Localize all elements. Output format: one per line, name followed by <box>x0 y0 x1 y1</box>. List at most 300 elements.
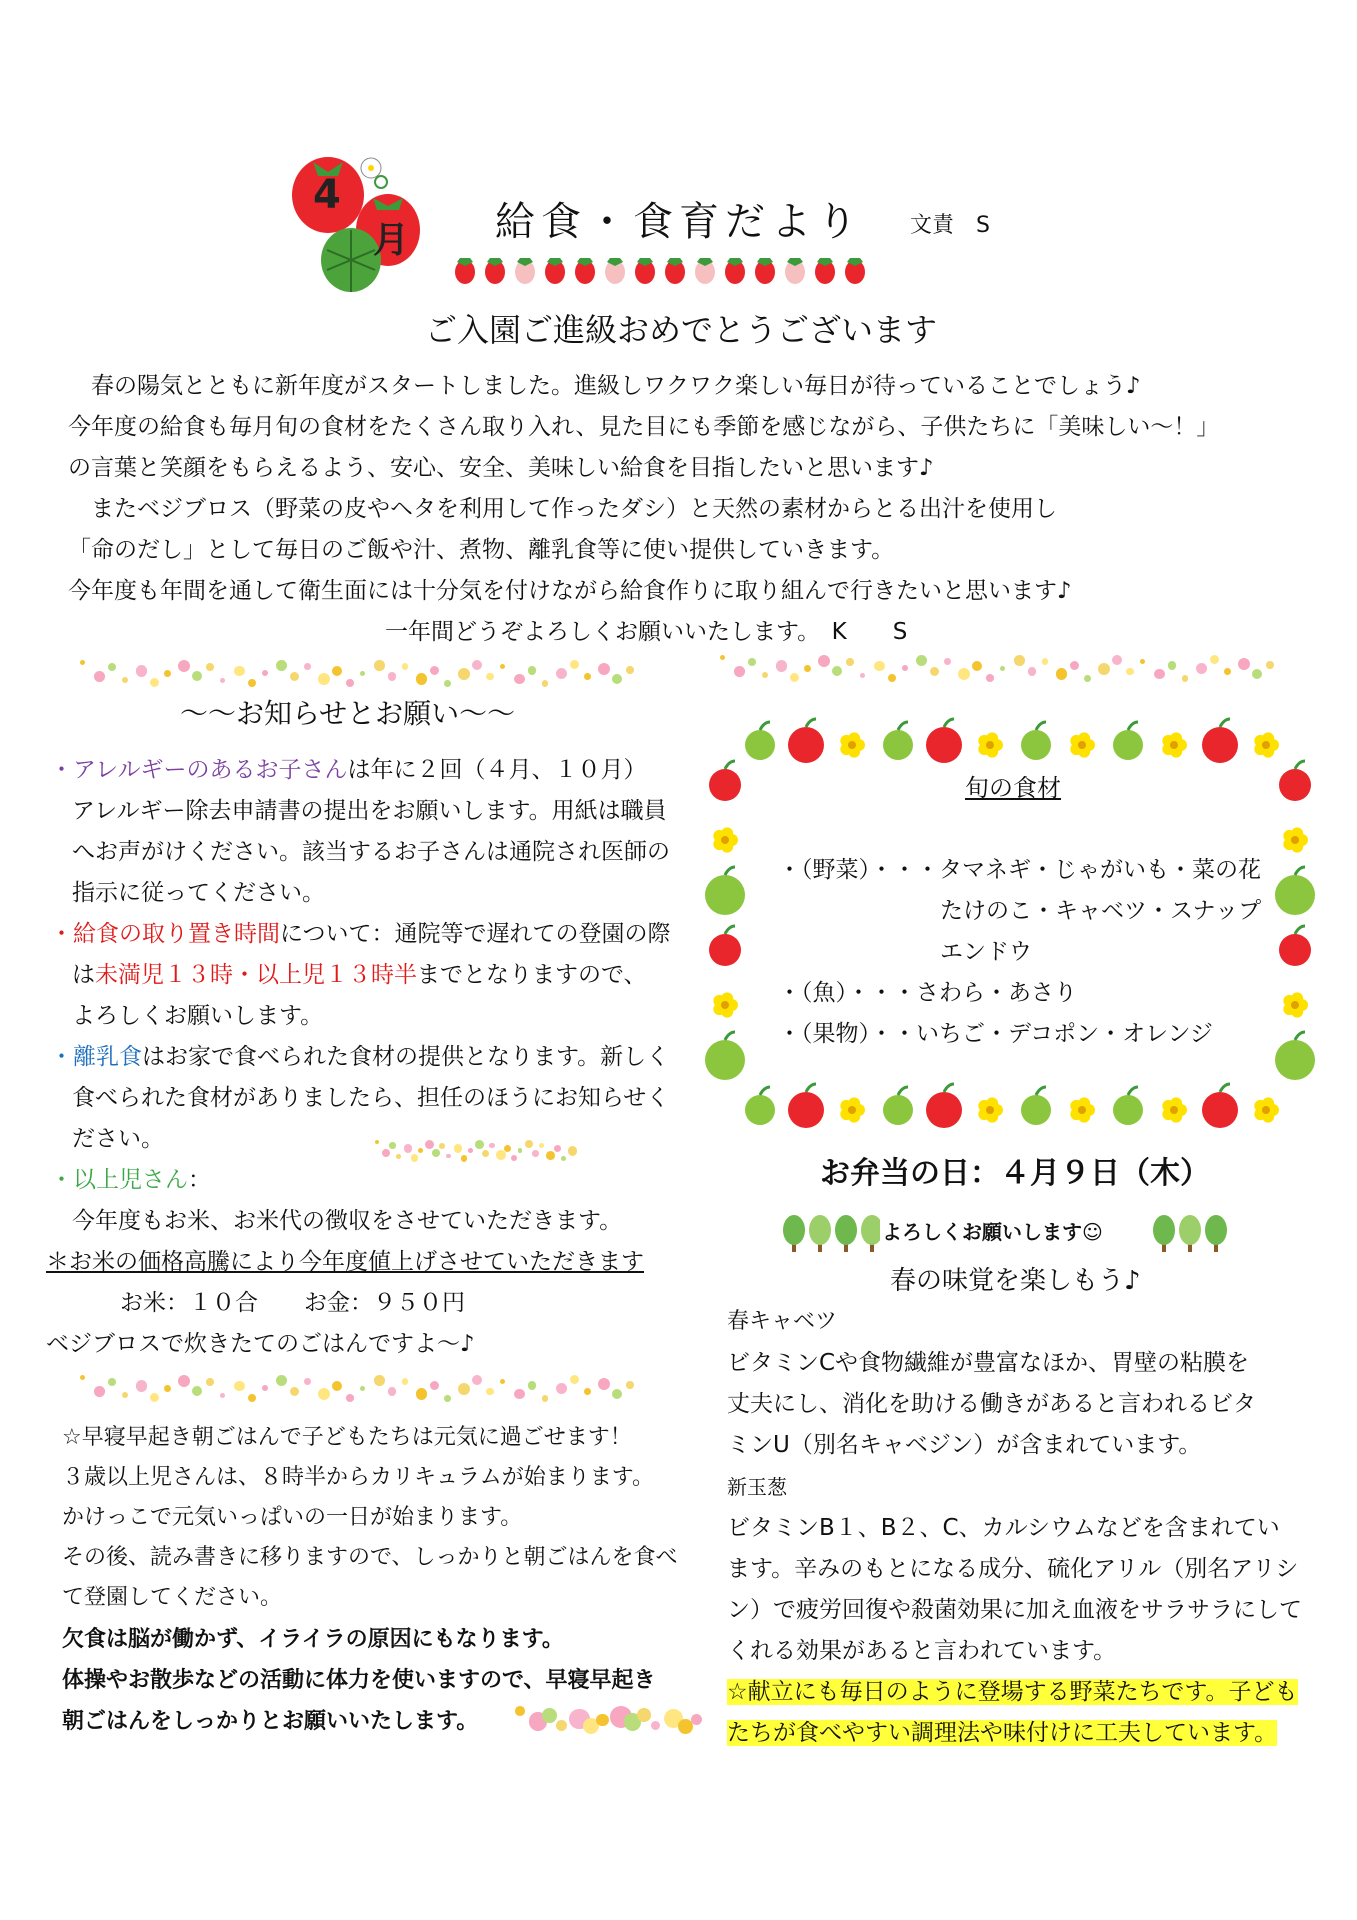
intro-signoff: 一年間どうぞよろしくお願いいたします。 K S <box>385 619 908 645</box>
confetti-dot <box>874 661 885 672</box>
sleep-line: ☆早寝早起き朝ごはんで子どもたちは元気に過ごせます！ <box>62 1425 632 1450</box>
confetti-dot <box>418 1148 423 1153</box>
apple-icon <box>1021 730 1051 760</box>
allergy-label: アレルギーのあるお子さん <box>73 757 348 783</box>
badge-month-number: 4 <box>313 172 341 218</box>
spring-line: ます。辛みのもとになる成分、硫化アリル（別名アリシ <box>727 1556 1299 1582</box>
confetti-dot <box>220 1393 225 1398</box>
allergy-line: アレルギー除去申請書の提出をお願いします。用紙は職員 <box>72 798 667 824</box>
confetti-dot <box>762 672 768 678</box>
confetti-dot <box>304 663 311 670</box>
confetti-dot <box>626 1381 634 1389</box>
seasonal-title: 旬の食材 <box>965 774 1061 802</box>
confetti-dot <box>475 1140 484 1149</box>
confetti-dot <box>80 660 85 665</box>
confetti-dot <box>596 1714 608 1726</box>
apple-stem-icon <box>760 722 770 730</box>
apple-icon <box>926 727 962 763</box>
confetti-dot <box>570 1375 579 1384</box>
confetti-dot <box>511 1155 517 1161</box>
confetti-dot <box>1000 666 1005 671</box>
confetti-dot <box>332 1381 342 1391</box>
confetti-dot <box>444 680 451 687</box>
confetti-dot <box>888 674 896 682</box>
confetti-dot <box>332 666 342 676</box>
confetti-dot <box>396 1154 401 1159</box>
intro-line: 「命のだし」として毎日のご飯や汁、煮物、離乳食等に使い提供していきます。 <box>68 537 895 563</box>
babyfood-line: ださい。 <box>72 1126 164 1152</box>
confetti-dot <box>262 1385 268 1391</box>
confetti-dot <box>136 1380 147 1391</box>
confetti-dot <box>958 668 970 680</box>
spring-line: くれる効果があると言われています。 <box>727 1638 1117 1664</box>
confetti-dot <box>972 661 982 671</box>
confetti-dot <box>425 1140 434 1149</box>
confetti-dot <box>539 1143 544 1148</box>
subtitle: ご入園ご進級おめでとうございます <box>425 311 938 349</box>
apple-stem-icon <box>1036 722 1046 730</box>
confetti-dot <box>1266 661 1274 669</box>
confetti-dot <box>930 667 939 676</box>
confetti-dot <box>220 678 225 683</box>
older-line: 今年度もお米、お米代の徴収をさせていただきます。 <box>72 1208 623 1234</box>
flower-center-icon <box>848 741 856 749</box>
confetti-dot <box>360 1386 365 1391</box>
dot-divider-small <box>375 1140 585 1164</box>
bullet: ・ <box>50 921 73 947</box>
apple-icon <box>1275 875 1315 915</box>
confetti-dot <box>458 1383 470 1395</box>
confetti-dot <box>388 1387 396 1395</box>
confetti-dot <box>944 658 951 665</box>
confetti-dot <box>360 671 365 676</box>
confetti-dot <box>748 658 756 666</box>
confetti-dot <box>206 663 214 671</box>
seasonal-item: ・（果物）・・いちご・デコポン・オレンジ <box>778 1021 1213 1047</box>
apple-stem-icon <box>1295 1032 1305 1040</box>
confetti-dot <box>832 666 842 676</box>
confetti-dot <box>80 1375 85 1380</box>
confetti-dot <box>402 663 408 669</box>
confetti-dot <box>528 666 536 674</box>
confetti-dot <box>532 1150 539 1157</box>
apple-icon <box>1279 934 1311 966</box>
sleep-warning: 体操やお散歩などの活動に体力を使いますので、早寝早起き <box>62 1668 656 1693</box>
bullet: ・ <box>50 757 73 783</box>
tree-icon <box>809 1215 831 1245</box>
flower-center-icon <box>1291 1001 1299 1009</box>
apple-icon <box>926 1092 962 1128</box>
confetti-dot <box>248 679 256 687</box>
confetti-dot <box>178 1375 190 1387</box>
spring-item-name: 春キャベツ <box>727 1309 838 1334</box>
apple-stem-icon <box>725 926 735 934</box>
older-label: 以上児さん <box>73 1167 188 1193</box>
spring-line: ビタミンCや食物繊維が豊富なほか、胃壁の粘膜を <box>727 1350 1250 1376</box>
confetti-dot <box>846 658 854 666</box>
tree-icon <box>861 1215 880 1245</box>
confetti-dot <box>1238 658 1250 670</box>
confetti-dot <box>651 1721 661 1731</box>
confetti-dot <box>556 668 567 679</box>
confetti-dot <box>164 670 171 677</box>
confetti-dot <box>382 1149 390 1157</box>
sleep-line: ３歳以上児さんは、８時半からカリキュラムが始まります。 <box>62 1465 655 1490</box>
strawberry-icon <box>283 150 433 300</box>
confetti-dot <box>192 671 202 681</box>
apple-stem-icon <box>760 1087 770 1095</box>
babyfood-line: 食べられた食材がありましたら、担任のほうにお知らせく <box>72 1085 670 1111</box>
apple-icon <box>883 730 913 760</box>
hold-label: 給食の取り置き時間 <box>73 921 280 947</box>
confetti-dot <box>542 1395 548 1401</box>
confetti-dot <box>304 1378 311 1385</box>
apple-stem-icon <box>1295 926 1305 934</box>
confetti-dot <box>388 672 396 680</box>
allergy-text: は年に２回（４月、１０月） <box>347 757 647 783</box>
apple-icon <box>1202 1092 1238 1128</box>
apple-stem-icon <box>1128 1087 1138 1095</box>
confetti-dot <box>570 660 579 669</box>
apple-icon <box>705 875 745 915</box>
confetti-dot <box>446 1154 450 1158</box>
hold-line: よろしくお願いします。 <box>72 1003 324 1029</box>
apple-icon <box>788 727 824 763</box>
sleep-line: かけっこで元気いっぱいの一日が始まります。 <box>62 1505 523 1530</box>
tree-row-right <box>1150 1208 1240 1258</box>
confetti-dot <box>164 1385 171 1392</box>
confetti-dot <box>262 670 268 676</box>
confetti-dot <box>584 1388 591 1395</box>
confetti-dot <box>561 1156 566 1161</box>
confetti-dot <box>404 1144 413 1153</box>
confetti-dot <box>500 664 505 669</box>
confetti-dot <box>902 665 908 671</box>
confetti-dot <box>790 673 799 682</box>
confetti-dot <box>468 1148 473 1153</box>
confetti-dot <box>500 1379 505 1384</box>
confetti-dot <box>1182 675 1188 681</box>
confetti-dot <box>804 665 811 672</box>
confetti-dot <box>637 1708 651 1722</box>
apple-icon <box>1202 727 1238 763</box>
apple-stem-icon <box>1295 867 1305 875</box>
spring-line: ビタミンB１、B２、C、カルシウムなどを含まれてい <box>727 1515 1280 1541</box>
confetti-dot <box>1014 655 1025 666</box>
confetti-dot <box>1056 668 1067 679</box>
older-colon: ： <box>188 1167 211 1193</box>
confetti-dot <box>461 1155 468 1162</box>
confetti-dot <box>318 1388 330 1400</box>
confetti-dot <box>136 665 147 676</box>
confetti-dot <box>482 1150 489 1157</box>
strawberry-garland <box>450 250 880 290</box>
apple-icon <box>883 1095 913 1125</box>
confetti-dot <box>818 655 830 667</box>
intro-line: 春の陽気とともに新年度がスタートしました。進級しワクワク楽しい毎日が待っていることでしょう♪ <box>68 373 1141 399</box>
seasonal-item: たけのこ・キャベツ・スナップ <box>940 898 1262 924</box>
sleep-line: その後、読み書きに移りますので、しっかりと朝ごはんを食べ <box>62 1545 678 1570</box>
confetti-dot <box>528 1381 536 1389</box>
confetti-dot <box>234 1381 245 1392</box>
confetti-dot <box>150 1393 159 1402</box>
apple-icon <box>1279 769 1311 801</box>
flower-center-icon <box>1170 741 1178 749</box>
apple-icon <box>709 769 741 801</box>
month-badge <box>283 150 433 300</box>
hold-times: 未満児１３時・以上児１３時半 <box>95 962 417 988</box>
babyfood-notice <box>50 1037 669 1077</box>
apple-stem-icon <box>725 1032 735 1040</box>
confetti-dot <box>1252 669 1262 679</box>
price-notice: ＊お米の価格高騰により今年度値上げさせていただきます <box>46 1249 644 1275</box>
confetti-dot <box>525 1140 533 1148</box>
apple-stem-icon <box>1220 1084 1230 1092</box>
allergy-notice <box>50 750 647 790</box>
apple-stem-icon <box>725 867 735 875</box>
spring-line: ミンU（別名キャベジン）が含まれています。 <box>727 1432 1202 1458</box>
confetti-dot <box>122 1392 128 1398</box>
confetti-dot <box>556 1383 567 1394</box>
tree-icon <box>1153 1215 1175 1245</box>
intro-line: 今年度の給食も毎月旬の食材をたくさん取り入れ、見た目にも季節を感じながら、子供たちに「美味しい～！」 <box>68 414 1220 440</box>
bullet: ・ <box>50 1044 73 1070</box>
confetti-dot <box>178 660 190 672</box>
flower-center-icon <box>986 741 994 749</box>
confetti-dot <box>986 674 994 682</box>
apple-stem-icon <box>944 719 954 727</box>
confetti-dot <box>122 677 128 683</box>
confetti-dot <box>612 1389 622 1399</box>
confetti-dot <box>515 1706 525 1716</box>
confetti-dot <box>486 1388 494 1396</box>
apple-icon <box>1275 1040 1315 1080</box>
confetti-dot <box>472 1375 482 1385</box>
confetti-dot <box>691 1714 702 1725</box>
confetti-dot <box>374 1375 385 1386</box>
confetti-dot <box>598 663 610 675</box>
confetti-dot <box>556 1720 567 1731</box>
apple-icon <box>709 934 741 966</box>
confetti-dot <box>542 680 548 686</box>
confetti-dot <box>346 679 354 687</box>
confetti-dot <box>496 1150 505 1159</box>
confetti-dot <box>1196 663 1207 674</box>
confetti-dot <box>1168 661 1176 669</box>
intro-line: の言葉と笑顔をもらえるよう、安心、安全、美味しい給食を目指したいと思います♪ <box>68 455 934 481</box>
confetti-dot <box>108 1378 116 1386</box>
flower-center-icon <box>1078 1106 1086 1114</box>
spring-highlight-text: たちが食べやすい調理法や味付けに工夫しています。 <box>727 1720 1278 1746</box>
confetti-dot <box>1098 663 1110 675</box>
badge-month-suffix: 月 <box>373 220 410 261</box>
confetti-dot <box>554 1145 561 1152</box>
confetti-dot <box>584 673 591 680</box>
flower-center-icon <box>986 1106 994 1114</box>
confetti-dot <box>108 663 116 671</box>
babyfood-label: 離乳食 <box>73 1044 142 1070</box>
apple-icon <box>1021 1095 1051 1125</box>
vegebroth-note: ベジブロスで炊きたてのごはんですよ～♪ <box>46 1331 475 1357</box>
confetti-dot <box>375 1140 379 1144</box>
page-title: 給食・食育だより <box>495 199 863 245</box>
confetti-dot <box>720 655 725 660</box>
confetti-dot <box>486 673 494 681</box>
flower-center-icon <box>848 1106 856 1114</box>
dot-divider-left <box>80 660 640 690</box>
flower-center-icon <box>1078 741 1086 749</box>
flower-center-icon <box>1262 1106 1270 1114</box>
spring-line: ン）で疲労回復や殺菌効果に加え血液をサラサラにして <box>727 1597 1302 1623</box>
confetti-dot <box>276 1375 287 1386</box>
apple-icon <box>1113 1095 1143 1125</box>
confetti-dot <box>416 1388 427 1399</box>
confetti-dot <box>1126 668 1134 676</box>
tree-icon <box>783 1215 805 1245</box>
spring-item-name: 新玉葱 <box>727 1475 787 1499</box>
hold-pre: は <box>72 962 95 988</box>
confetti-dot <box>916 655 927 666</box>
apple-stem-icon <box>806 1084 816 1092</box>
confetti-dot <box>290 672 299 681</box>
allergy-line: へお声がけください。該当するお子さんは通院され医師の <box>72 839 670 865</box>
confetti-dot <box>860 673 865 678</box>
flower-center-icon <box>721 836 729 844</box>
confetti-dot <box>568 1146 577 1155</box>
confetti-dot <box>430 1381 439 1390</box>
apple-icon <box>1113 730 1143 760</box>
confetti-dot <box>411 1154 418 1161</box>
apple-stem-icon <box>806 719 816 727</box>
confetti-dot <box>206 1378 214 1386</box>
confetti-dot <box>504 1145 512 1153</box>
confetti-dot <box>416 673 427 684</box>
confetti-dot <box>472 660 482 670</box>
confetti-dot <box>346 1394 354 1402</box>
apple-stem-icon <box>725 761 735 769</box>
confetti-dot <box>542 1708 557 1723</box>
rice-price: お米：１０合 お金：９５０円 <box>120 1290 465 1316</box>
confetti-dot <box>612 674 622 684</box>
flower-center-icon <box>1262 741 1270 749</box>
bullet: ・ <box>50 1167 73 1193</box>
confetti-dot <box>1112 655 1122 665</box>
seasonal-item: エンドウ <box>940 939 1032 965</box>
confetti-dot <box>1210 655 1219 664</box>
confetti-dot <box>458 668 470 680</box>
babyfood-text: はお家で食べられた食材の提供となります。新しく <box>142 1044 670 1070</box>
confetti-dot <box>1042 658 1048 664</box>
confetti-dot <box>94 671 105 682</box>
confetti-dot <box>1154 669 1165 680</box>
confetti-dot <box>454 1144 462 1152</box>
intro-line: またベジブロス（野菜の皮やヘタを利用して作ったダシ）と天然の素材からとる出汁を使用し <box>68 496 1057 522</box>
confetti-dot <box>94 1386 105 1397</box>
confetti-dot <box>432 1149 440 1157</box>
spring-highlight <box>727 1713 1277 1753</box>
apple-stem-icon <box>944 1084 954 1092</box>
apple-stem-icon <box>1295 761 1305 769</box>
confetti-dot <box>439 1143 445 1149</box>
confetti-dot <box>234 666 245 677</box>
tree-icon <box>1205 1215 1227 1245</box>
confetti-dot <box>290 1387 299 1396</box>
spring-highlight-text: ☆献立にも毎日のように登場する野菜たちです。子ども <box>727 1679 1298 1705</box>
confetti-dot <box>626 666 634 674</box>
seasonal-item: ・（魚）・・・さわら・あさり <box>778 980 1077 1006</box>
confetti-dot <box>1070 661 1079 670</box>
hold-line <box>72 955 647 995</box>
apple-icon <box>745 1095 775 1125</box>
apple-stem-icon <box>898 722 908 730</box>
dot-divider-mid <box>80 1375 640 1405</box>
bento-note: よろしくお願いします☺ <box>882 1220 1103 1244</box>
confetti-dot <box>192 1386 202 1396</box>
author-credit: 文責 S <box>910 213 990 238</box>
sleep-line: て登園してください。 <box>62 1585 283 1610</box>
hold-text: について：通院等で遅れての登園の際 <box>280 921 671 947</box>
confetti-dot <box>514 674 525 685</box>
allergy-line: 指示に従ってください。 <box>72 880 325 906</box>
dot-divider-bottom <box>515 1706 715 1736</box>
sleep-warning: 朝ごはんをしっかりとお願いいたします。 <box>62 1709 479 1734</box>
flower-center-icon <box>721 1001 729 1009</box>
confetti-dot <box>150 678 159 687</box>
confetti-dot <box>1140 659 1145 664</box>
confetti-dot <box>518 1148 522 1152</box>
dot-divider-right <box>720 655 1280 685</box>
confetti-dot <box>1084 675 1091 682</box>
hold-post: までとなりますので、 <box>417 962 647 988</box>
intro-line: 今年度も年間を通して衛生面には十分気を付けながら給食作りに取り組んで行きたいと思います♪ <box>68 578 1072 604</box>
apple-stem-icon <box>1220 719 1230 727</box>
confetti-dot <box>389 1142 396 1149</box>
confetti-dot <box>374 660 385 671</box>
tree-icon <box>1179 1215 1201 1245</box>
tree-icon <box>835 1215 857 1245</box>
apple-icon <box>788 1092 824 1128</box>
confetti-dot <box>444 1395 451 1402</box>
bento-day: お弁当の日：４月９日（木） <box>820 1156 1210 1191</box>
spring-title: 春の味覚を楽しもう♪ <box>890 1266 1141 1296</box>
hold-notice <box>50 914 671 954</box>
seasonal-item: ・（野菜）・・・タマネギ・じゃがいも・菜の花 <box>778 857 1261 883</box>
confetti-dot <box>776 660 787 671</box>
confetti-dot <box>402 1378 408 1384</box>
confetti-dot <box>514 1389 525 1400</box>
apple-icon <box>705 1040 745 1080</box>
apple-stem-icon <box>898 1087 908 1095</box>
spring-highlight <box>727 1672 1298 1712</box>
tree-row-left <box>780 1208 880 1258</box>
flower-center-icon <box>1291 836 1299 844</box>
apple-stem-icon <box>1128 722 1138 730</box>
confetti-dot <box>734 666 745 677</box>
older-notice <box>50 1160 211 1200</box>
sleep-warning: 欠食は脳が働かず、イライラの原因にもなります。 <box>62 1627 564 1652</box>
confetti-dot <box>1224 668 1231 675</box>
spring-line: 丈夫にし、消化を助ける働きがあると言われるビタ <box>727 1391 1256 1417</box>
confetti-dot <box>489 1143 494 1148</box>
confetti-dot <box>1028 667 1036 675</box>
confetti-dot <box>318 673 330 685</box>
notices-heading: ～～お知らせとお願い～～ <box>180 697 516 730</box>
confetti-dot <box>248 1394 256 1402</box>
confetti-dot <box>546 1151 555 1160</box>
apple-stem-icon <box>1036 1087 1046 1095</box>
confetti-dot <box>598 1378 610 1390</box>
confetti-dot <box>430 666 439 675</box>
